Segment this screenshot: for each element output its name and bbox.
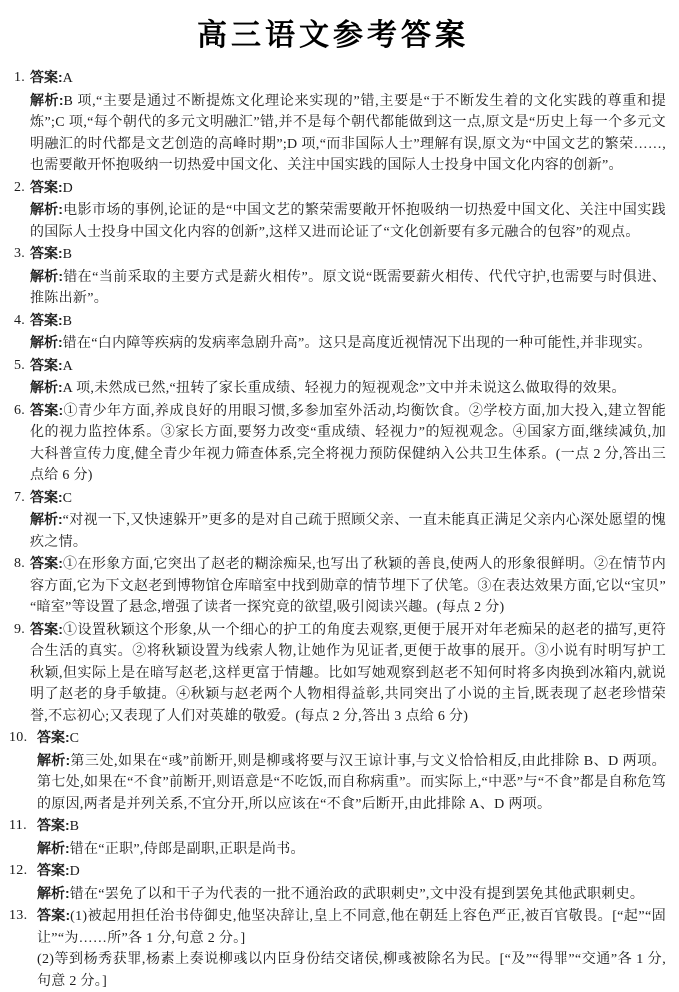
answer-text: B: [69, 819, 80, 834]
answer-text: A: [62, 71, 74, 86]
answer-text: ①在形象方面,它突出了赵老的糊涂痴呆,也写出了秋颖的善良,使两人的形象很鲜明。②在情节内容方面,它为下文赵老到博物馆仓库暗室中找到勋章的情节埋下了伏笔。③在表达效果方面,它以“宝贝”“暗室”等设置了悬念,增强了读者一探究竟的欲望,吸引阅读兴趣。(每点 2 分): [30, 557, 666, 615]
analysis-label: 解析:: [37, 884, 70, 901]
item-number: 12.: [9, 863, 28, 878]
analysis-label: 解析:: [30, 267, 64, 284]
answer-item-10: [0, 727, 666, 815]
answer-label: 答案:: [37, 817, 70, 833]
analysis-label: 解析:: [30, 511, 63, 527]
analysis-text: “对视一下,又快速躲开”更多的是对自己疏于照顾父亲、一直未能真正满足父亲内心深处愿望的愧疚之情。: [30, 513, 666, 550]
analysis-text: 错在“当前采取的主要方式是薪火相传”。原文说“既需要薪火相传、代代守护,也需要与时俱进、推陈出新”。: [30, 269, 666, 306]
answer-line: [30, 177, 666, 200]
answer-line: [37, 860, 666, 883]
analysis-label: 解析:: [30, 201, 63, 217]
answer-text: ①设置秋颖这个形象,从一个细心的护工的角度去观察,更便于展开对年老痴呆的赵老的描写,更符合生活的真实。②将秋颖设置为线索人物,让她作为见证者,更便于故事的展开。③小说有时明写护工秋颖,但实际上是在暗写赵老,这样更富于情趣。比如写她观察到赵老不知何时将多肉换到冰箱内,就说明了赵老的身手敏捷。④秋颖与赵老两个人物相得益彰,共同突出了小说的主旨,既表现了赵老珍惜荣誉,不忘初心;又表现了人们对英雄的敬爱。(每点 2 分,答出 3 点给 6 分): [30, 622, 666, 724]
analysis-paragraph: [30, 266, 666, 310]
answer-label: 答案:: [30, 555, 63, 571]
answer-text: (1)被起用担任治书侍御史,他坚决辞让,皇上不同意,他在朝廷上容色严正,被百官敬畏。[“起”“固让”“为……所”各 1 分,句意 2 分。]: [37, 909, 666, 946]
answer-line-2: [37, 949, 666, 992]
analysis-label: 解析:: [37, 839, 70, 856]
page-title: 高三语文参考答案: [197, 19, 469, 52]
item-number: 9.: [14, 621, 26, 637]
analysis-text: 第三处,如果在“彧”前断开,则是柳彧将要与汉王谅计事,与文义恰恰相反,由此排除 B、D 两项。第七处,如果在“不食”前断开,则语意是“不吃饭,而自称病重”。而实际上,“中恶”与“不食”都是自称危笃的原因,两者是并列关系,不宜分开,所以应该在“不食”后断开,由此排除 A、D 两项。: [37, 753, 666, 812]
answer-item-3: [0, 243, 666, 310]
item-number: 6.: [14, 402, 26, 418]
item-number: 11.: [9, 818, 27, 833]
answers-list: [0, 67, 666, 992]
analysis-paragraph: [37, 750, 666, 816]
answer-text: A: [62, 358, 74, 374]
analysis-text: 电影市场的事例,论证的是“中国文艺的繁荣需要敞开怀抱吸纳一切热爱中国文化、关注中国实践的国际人士投身中国文化内容的创新”,这样又进而论证了“文化创新要有多元融合的包容”的观点。: [30, 203, 666, 240]
answer-item-13: [0, 905, 666, 992]
answer-text: B: [62, 313, 73, 329]
answer-label: 答案:: [30, 245, 63, 261]
answer-line: [30, 310, 666, 333]
analysis-paragraph: [30, 332, 666, 355]
analysis-paragraph: [37, 883, 666, 906]
answer-item-9: [0, 619, 666, 728]
answer-item-6: [0, 400, 666, 487]
answer-label: 答案:: [30, 69, 63, 85]
answer-label: 答案:: [30, 488, 63, 505]
answer-item-11: [0, 815, 666, 860]
answer-line: [30, 487, 666, 510]
analysis-paragraph: [30, 199, 666, 243]
item-number: 2.: [14, 179, 26, 195]
answer-item-1: [0, 67, 666, 177]
item-number: 4.: [14, 312, 26, 328]
answer-text-2: (2)等到杨秀获罪,杨素上奏说柳彧以内臣身份结交诸侯,柳彧被除名为民。[“及”“得罪”“交通”各 1 分,句意 2 分。]: [37, 952, 666, 989]
analysis-label: 解析:: [30, 379, 63, 395]
answer-label: 答案:: [30, 311, 63, 328]
answer-line: [30, 553, 666, 619]
item-number: 13.: [9, 908, 28, 923]
answer-line: [30, 355, 666, 378]
answer-item-7: [0, 487, 666, 554]
item-number: 7.: [14, 489, 26, 505]
answer-line: [37, 815, 666, 838]
analysis-text: 错在“罢免了以和干子为代表的一批不通治政的武职刺史”,文中没有提到罢免其他武职刺史。: [69, 886, 645, 902]
analysis-text: 错在“白内障等疾病的发病率急剧升高”。这只是高度近视情况下出现的一种可能性,并非现实。: [62, 336, 652, 351]
answer-text: C: [69, 731, 80, 746]
answer-line: [37, 727, 666, 750]
answer-item-8: [0, 553, 666, 619]
answer-line: [30, 67, 666, 90]
answer-text: D: [69, 864, 81, 879]
answer-item-5: [0, 355, 666, 400]
item-number: 5.: [14, 357, 26, 373]
answer-item-2: [0, 177, 666, 244]
item-number: 8.: [14, 556, 26, 571]
answer-item-12: [0, 860, 666, 905]
answer-label: 答案:: [30, 356, 63, 373]
analysis-paragraph: [30, 377, 666, 400]
answer-line: [30, 243, 666, 266]
answer-item-4: [0, 310, 666, 355]
answer-label: 答案:: [30, 620, 63, 637]
answer-label: 答案:: [30, 401, 64, 418]
answer-text: C: [62, 490, 73, 506]
answer-label: 答案:: [37, 729, 70, 745]
answer-text: B: [62, 247, 73, 262]
answer-label: 答案:: [30, 178, 63, 195]
answer-line: [30, 400, 666, 487]
analysis-label: 解析:: [37, 751, 71, 768]
item-number: 1.: [14, 70, 26, 85]
answer-text: D: [62, 180, 74, 196]
analysis-text: B 项,“主要是通过不断提炼文化理论来实现的”错,主要是“于不断发生着的文化实践的尊重和提炼”;C 项,“每个朝代的多元文明融汇”错,并不是每个朝代都能做到这一点,原文是“历史上每一个多元文明融汇的时代都是文艺创造的高峰时期”;D 项,“而非国际人士”理解有误,原文为“中国文艺的繁荣……,也需要敞开怀抱吸纳一切热爱中国文化、关注中国实践的国际人士投身中国文化内容的创新”。: [30, 93, 666, 173]
answer-label: 答案:: [37, 862, 70, 878]
answer-line: [30, 619, 666, 728]
item-number: 3.: [14, 246, 26, 261]
answer-label: 答案:: [37, 907, 71, 923]
analysis-text: A 项,未然成已然,“扭转了家长重成绩、轻视力的短视观念”文中并未说这么做取得的效果。: [62, 381, 626, 396]
answer-line: [37, 905, 666, 949]
analysis-text: 错在“正职”,侍郎是副职,正职是尚书。: [69, 841, 305, 857]
item-number: 10.: [9, 730, 28, 745]
analysis-label: 解析:: [30, 334, 63, 350]
analysis-paragraph: [30, 90, 666, 177]
answer-text: ①青少年方面,养成良好的用眼习惯,多参加室外活动,均衡饮食。②学校方面,加大投入,建立智能化的视力监控体系。③家长方面,要努力改变“重成绩、轻视力”的短视观念。④国家方面,继续减负,加大科普宣传力度,健全青少年视力筛查体系,完全将视力预防保健纳入公共卫生体系。(一点 2 分,答出三点给 6 分): [30, 403, 666, 483]
analysis-paragraph: [37, 838, 666, 861]
analysis-label: 解析:: [30, 91, 64, 108]
analysis-paragraph: [30, 509, 666, 553]
